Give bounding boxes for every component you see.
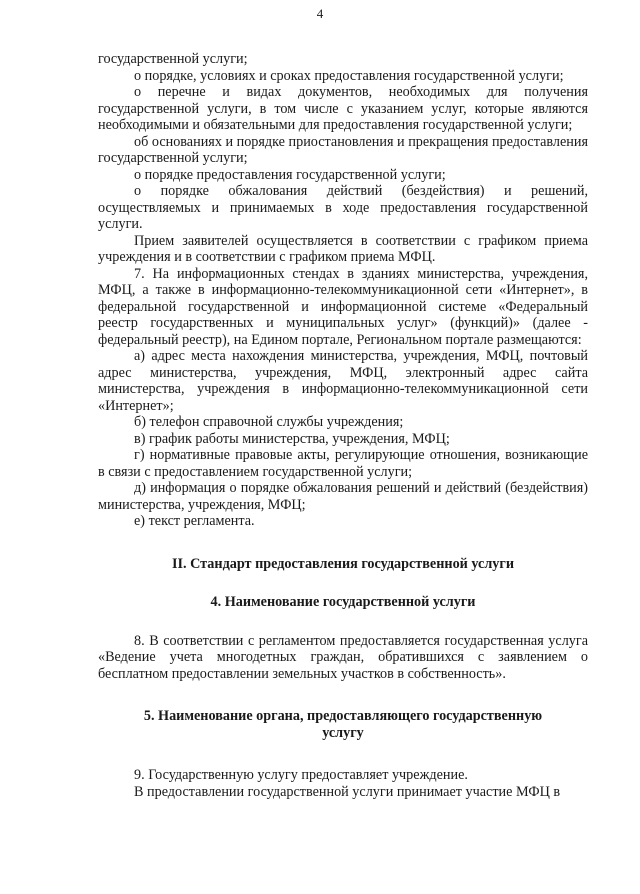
- paragraph: 8. В соответствии с регламентом предоставляется государственная услуга «Ведение учета многодетных граждан, обратившихся с заявлением о бесплатном предоставлении земельных участков в собственность».: [98, 632, 588, 682]
- section-title: II. Стандарт предоставления государственной услуги: [171, 555, 515, 572]
- paragraph: о порядке предоставления государственной услуги;: [134, 166, 446, 183]
- subsection-title-line: 5. Наименование органа, предоставляющего государственную: [143, 708, 543, 724]
- list-item: а) адрес места нахождения министерства, учреждения, МФЦ, почтовый адрес министерства, учреждения, МФЦ, электронный адрес сайта министерства, учреждения в информационно-телекоммуникационной сети «Интернет»;: [98, 348, 588, 414]
- paragraph: 9. Государственную услугу предоставляет учреждение.: [134, 767, 468, 783]
- list-item: г) нормативные правовые акты, регулирующие отношения, возникающие в связи с предоставлением государственной услуги;: [98, 447, 588, 480]
- paragraph: о порядке, условиях и сроках предоставления государственной услуги;: [134, 67, 564, 84]
- subsection-title-line: услугу: [322, 724, 364, 741]
- paragraph: об основаниях и порядке приостановления и прекращения предоставления государственной услуги;: [98, 133, 588, 166]
- paragraph: Прием заявителей осуществляется в соответствии с графиком приема учреждения и в соответствии с графиком приема МФЦ.: [98, 232, 588, 265]
- paragraph: государственной услуги;: [98, 51, 248, 67]
- list-item: б) телефон справочной службы учреждения;: [134, 414, 404, 430]
- document-body: [98, 51, 588, 800]
- paragraph: 7. На информационных стендах в зданиях министерства, учреждения, МФЦ, а также в информационно-телекоммуникационной сети «Интернет», в федеральной государственной и информационной системе «Федеральный реестр государственных и муниципальных услуг» (функций)» (далее - федеральный реестр), на Едином портале, Региональном портале размещаются:: [98, 265, 588, 348]
- subsection-title: 4. Наименование государственной услуги: [210, 594, 476, 610]
- list-item: е) текст регламента.: [134, 513, 255, 529]
- list-item: в) график работы министерства, учреждения, МФЦ;: [134, 430, 450, 447]
- subsection-title: [98, 708, 588, 741]
- list-item: д) информация о порядке обжалования решений и действий (бездействия) министерства, учреждения, МФЦ;: [98, 480, 588, 513]
- paragraph: о порядке обжалования действий (бездействия) и решений, осуществляемых и принимаемых в ходе предоставления государственной услуги.: [98, 183, 588, 232]
- paragraph: В предоставлении государственной услуги принимает участие МФЦ в: [134, 783, 561, 800]
- paragraph: о перечне и видах документов, необходимых для получения государственной услуги, в том числе с указанием услуг, которые являются необходимыми и обязательными для предоставления государственной услуги;: [98, 84, 588, 133]
- page-number: 4: [316, 6, 324, 21]
